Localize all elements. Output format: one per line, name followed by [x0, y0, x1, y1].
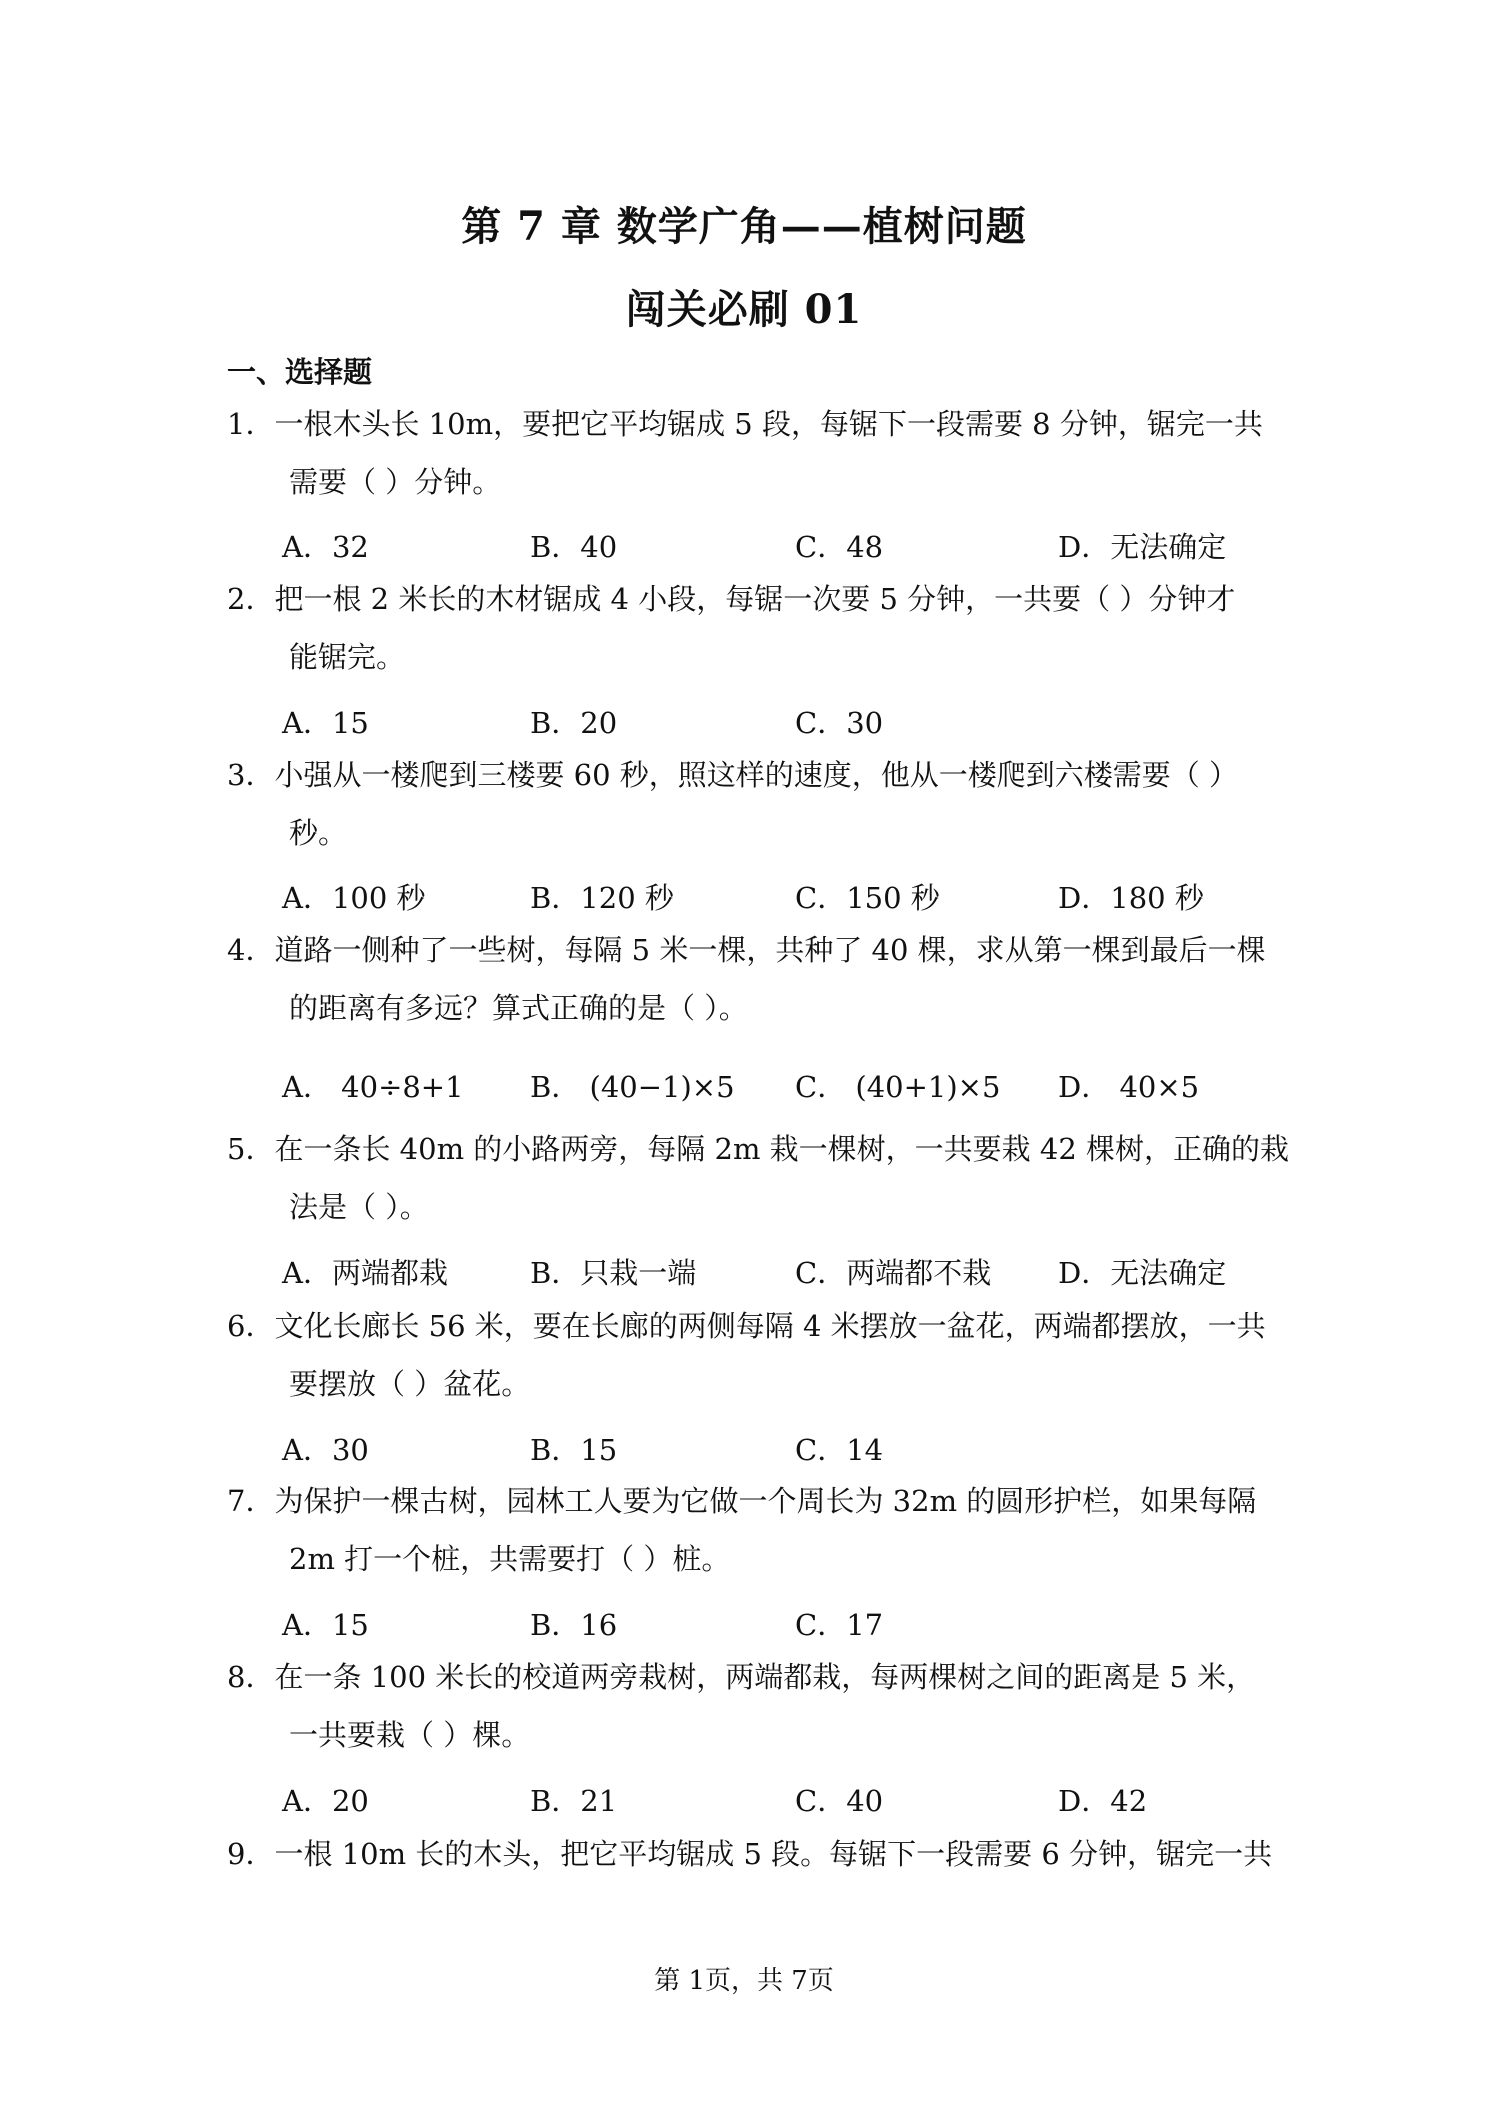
option-a[interactable]: A．15	[282, 706, 369, 740]
question-text-line1: 1．一根木头长 10m，要把它平均锯成 5 段，每锯下一段需要 8 分钟，锯完一共	[227, 407, 1263, 441]
option-c[interactable]: C． (40+1)×5	[795, 1070, 1001, 1104]
option-b[interactable]: B．120 秒	[530, 881, 674, 915]
question-text-line2: 的距离有多远？算式正确的是（ ）。	[289, 991, 748, 1025]
option-c[interactable]: C．150 秒	[795, 881, 940, 915]
option-a[interactable]: A．15	[282, 1608, 369, 1642]
question-text-line2: 能锯完。	[289, 640, 406, 674]
question-text-line2: 一共要栽（ ）棵。	[289, 1718, 531, 1752]
option-c[interactable]: C．14	[795, 1433, 884, 1467]
question-text-line2: 2m 打一个桩，共需要打（ ）桩。	[289, 1542, 731, 1576]
page-title: 第 7 章 数学广角——植树问题	[461, 203, 1027, 250]
option-b[interactable]: B．16	[530, 1608, 618, 1642]
question-7	[227, 1472, 1277, 1588]
option-d[interactable]: D． 40×5	[1058, 1070, 1200, 1104]
question-text-line2: 需要（ ）分钟。	[289, 465, 502, 499]
question-text-line1: 4．道路一侧种了一些树，每隔 5 米一棵，共种了 40 棵，求从第一棵到最后一棵	[227, 933, 1266, 967]
question-6	[227, 1297, 1277, 1413]
page-subtitle: 闯关必刷 01	[625, 286, 863, 333]
question-text-line1: 9．一根 10m 长的木头，把它平均锯成 5 段。每锯下一段需要 6 分钟，锯完一共	[227, 1837, 1273, 1871]
option-a[interactable]: A．20	[282, 1784, 369, 1818]
question-5	[227, 1120, 1290, 1236]
option-c[interactable]: C．17	[795, 1608, 884, 1642]
option-c[interactable]: C．30	[795, 706, 884, 740]
section-heading: 一、选择题	[227, 355, 373, 389]
question-text-line1: 8．在一条 100 米长的校道两旁栽树，两端都栽，每两棵树之间的距离是 5 米，	[227, 1660, 1256, 1694]
question-9	[227, 1825, 1277, 1883]
question-text-line1: 5．在一条长 40m 的小路两旁，每隔 2m 栽一棵树，一共要栽 42 棵树，正确的栽	[227, 1132, 1290, 1166]
option-d[interactable]: D．无法确定	[1058, 1256, 1227, 1290]
option-a[interactable]: A．30	[282, 1433, 369, 1467]
question-text-line1: 2．把一根 2 米长的木材锯成 4 小段，每锯一次要 5 分钟，一共要（ ）分钟才	[227, 582, 1236, 616]
question-8	[227, 1648, 1277, 1764]
option-d[interactable]: D．180 秒	[1058, 881, 1204, 915]
question-text-line1: 7．为保护一棵古树，园林工人要为它做一个周长为 32m 的圆形护栏，如果每隔	[227, 1484, 1257, 1518]
option-c[interactable]: C．48	[795, 530, 884, 564]
question-4	[227, 921, 1277, 1037]
option-d[interactable]: D．无法确定	[1058, 530, 1227, 564]
option-b[interactable]: B．20	[530, 706, 618, 740]
question-text-line1: 6．文化长廊长 56 米，要在长廊的两侧每隔 4 米摆放一盆花，两端都摆放，一共	[227, 1309, 1266, 1343]
option-b[interactable]: B． (40−1)×5	[530, 1070, 735, 1104]
option-a[interactable]: A． 40÷8+1	[282, 1070, 464, 1104]
option-a[interactable]: A．两端都栽	[282, 1256, 448, 1290]
option-a[interactable]: A．32	[282, 530, 369, 564]
option-b[interactable]: B．15	[530, 1433, 618, 1467]
option-b[interactable]: B．只栽一端	[530, 1256, 697, 1290]
question-1	[227, 395, 1277, 511]
option-c[interactable]: C．两端都不栽	[795, 1256, 992, 1290]
question-2	[227, 570, 1277, 686]
question-text-line2: 要摆放（ ）盆花。	[289, 1367, 531, 1401]
option-d[interactable]: D．42	[1058, 1784, 1148, 1818]
page-footer: 第 1页，共 7页	[654, 1966, 834, 1996]
option-c[interactable]: C．40	[795, 1784, 884, 1818]
option-b[interactable]: B．40	[530, 530, 618, 564]
question-text-line2: 法是（ ）。	[289, 1190, 429, 1224]
option-b[interactable]: B．21	[530, 1784, 618, 1818]
option-a[interactable]: A．100 秒	[282, 881, 426, 915]
question-text-line2: 秒。	[289, 816, 348, 850]
question-3	[227, 746, 1277, 862]
question-text-line1: 3．小强从一楼爬到三楼要 60 秒，照这样的速度，他从一楼爬到六楼需要（ ）	[227, 758, 1239, 792]
